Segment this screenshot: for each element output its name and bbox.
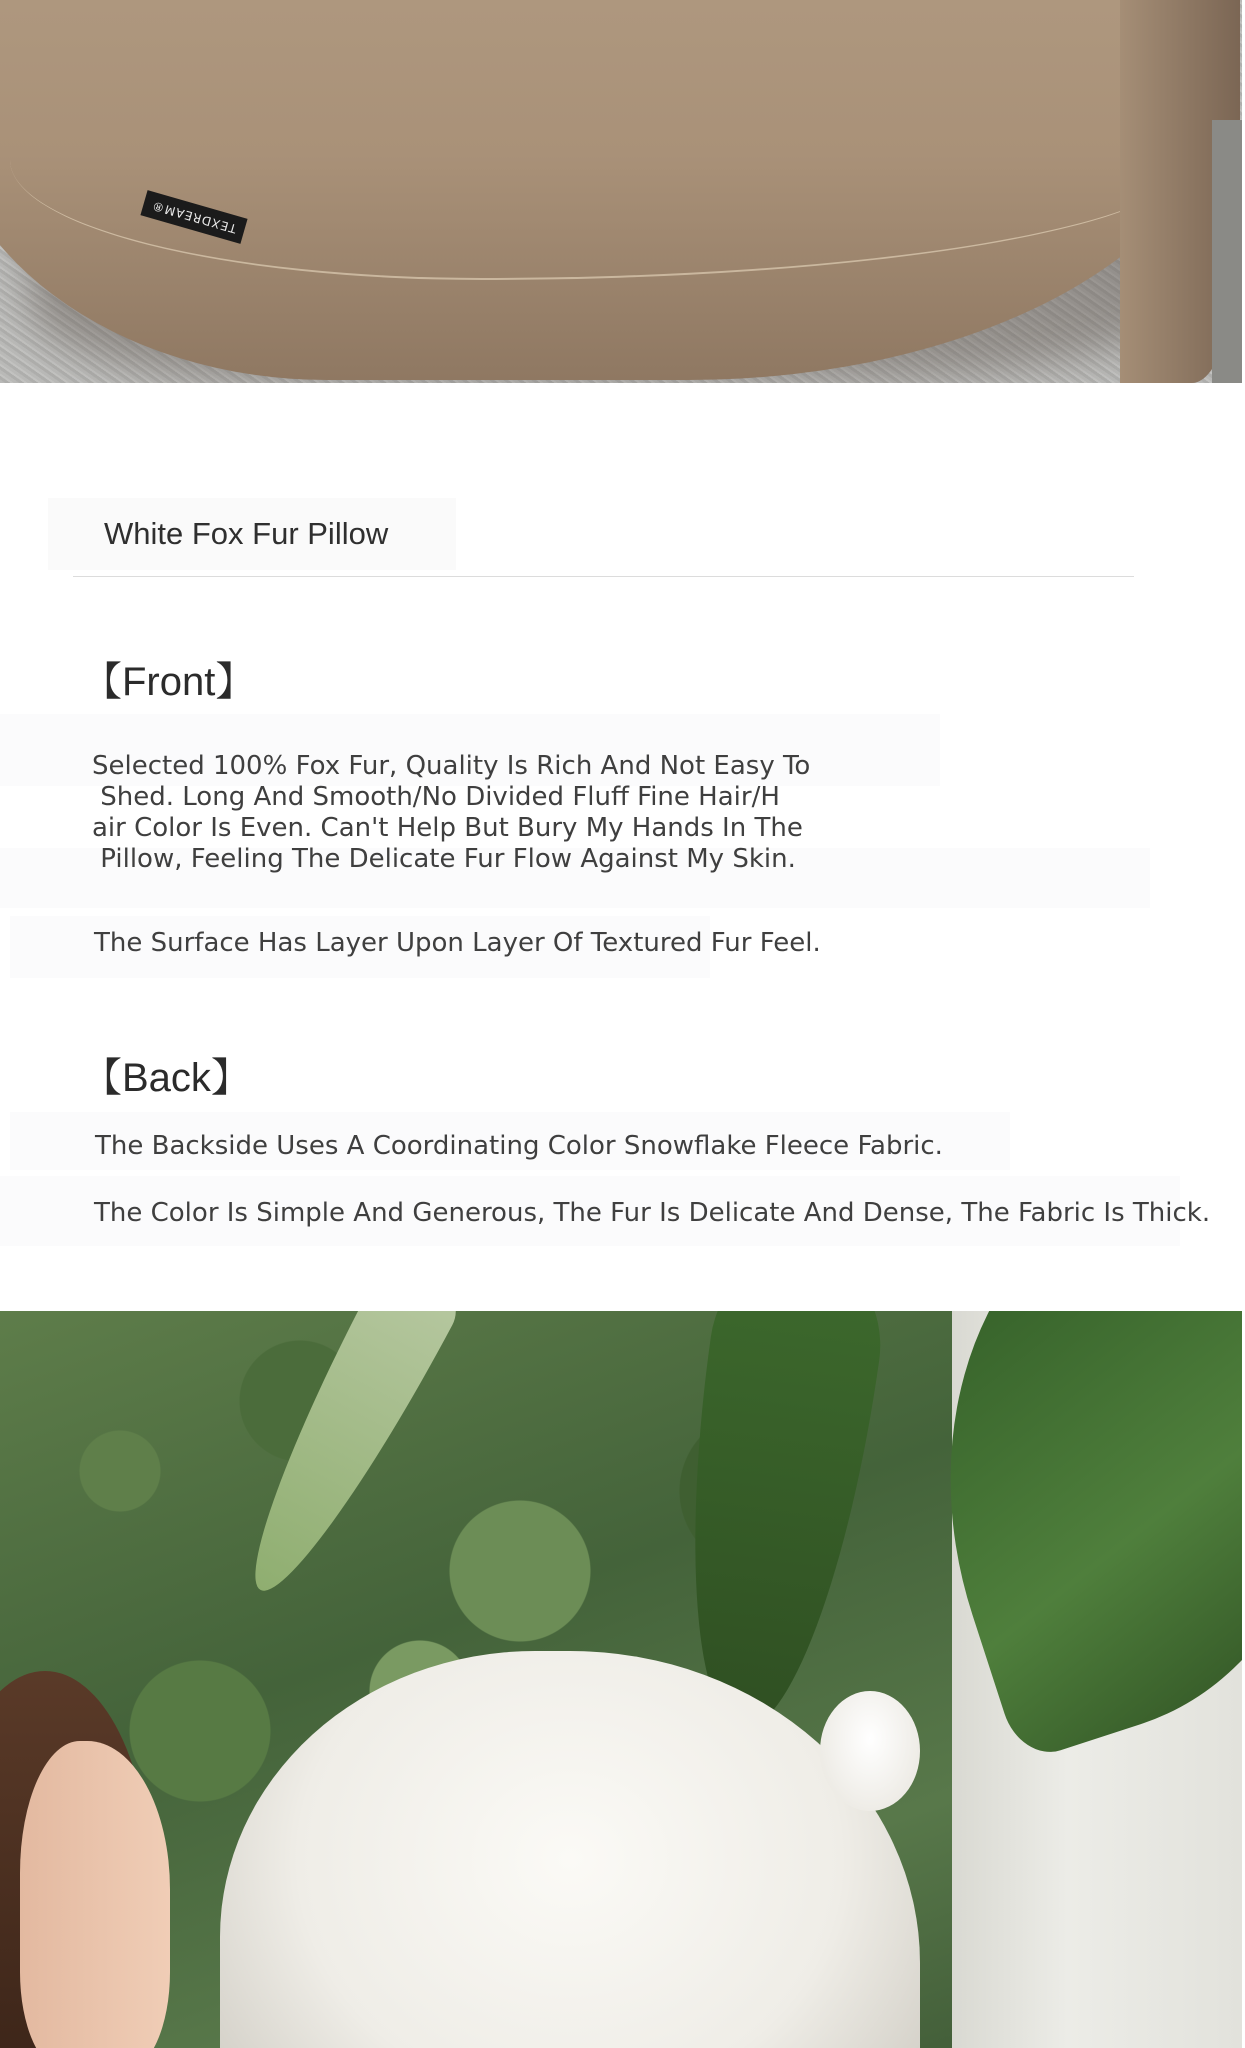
front-description: Selected 100% Fox Fur, Quality Is Rich And Not Easy To Shed. Long And Smooth/No Divided Fluff Fine Hair/H air Color Is Even. Can't Help But Bury My Hands In The Pillow, Feeling The Delicate Fur Flow Against My Skin. — [92, 751, 811, 874]
fur-pillow — [220, 1651, 920, 2048]
brand-tag: TEXDREAM® — [140, 190, 247, 244]
pillow-photo — [0, 0, 1242, 383]
lifestyle-photo — [0, 1311, 1242, 2048]
large-leaf — [860, 1311, 1242, 1763]
title-divider — [73, 576, 1134, 577]
back-description: The Backside Uses A Coordinating Color Snowflake Fleece Fabric. — [95, 1131, 943, 1161]
back-heading: 【Back】 — [82, 1056, 251, 1100]
person-face — [20, 1741, 170, 2048]
sofa-arm — [1212, 120, 1242, 383]
product-title: White Fox Fur Pillow — [104, 516, 389, 551]
front-surface-note: The Surface Has Layer Upon Layer Of Textured Fur Feel. — [94, 928, 821, 958]
fur-pillow-corner — [820, 1691, 920, 1811]
pale-leaf — [221, 1311, 469, 1611]
back-quality-note: The Color Is Simple And Generous, The Fur Is Delicate And Dense, The Fabric Is Thick. — [94, 1198, 1211, 1228]
front-heading: 【Front】 — [82, 660, 256, 704]
